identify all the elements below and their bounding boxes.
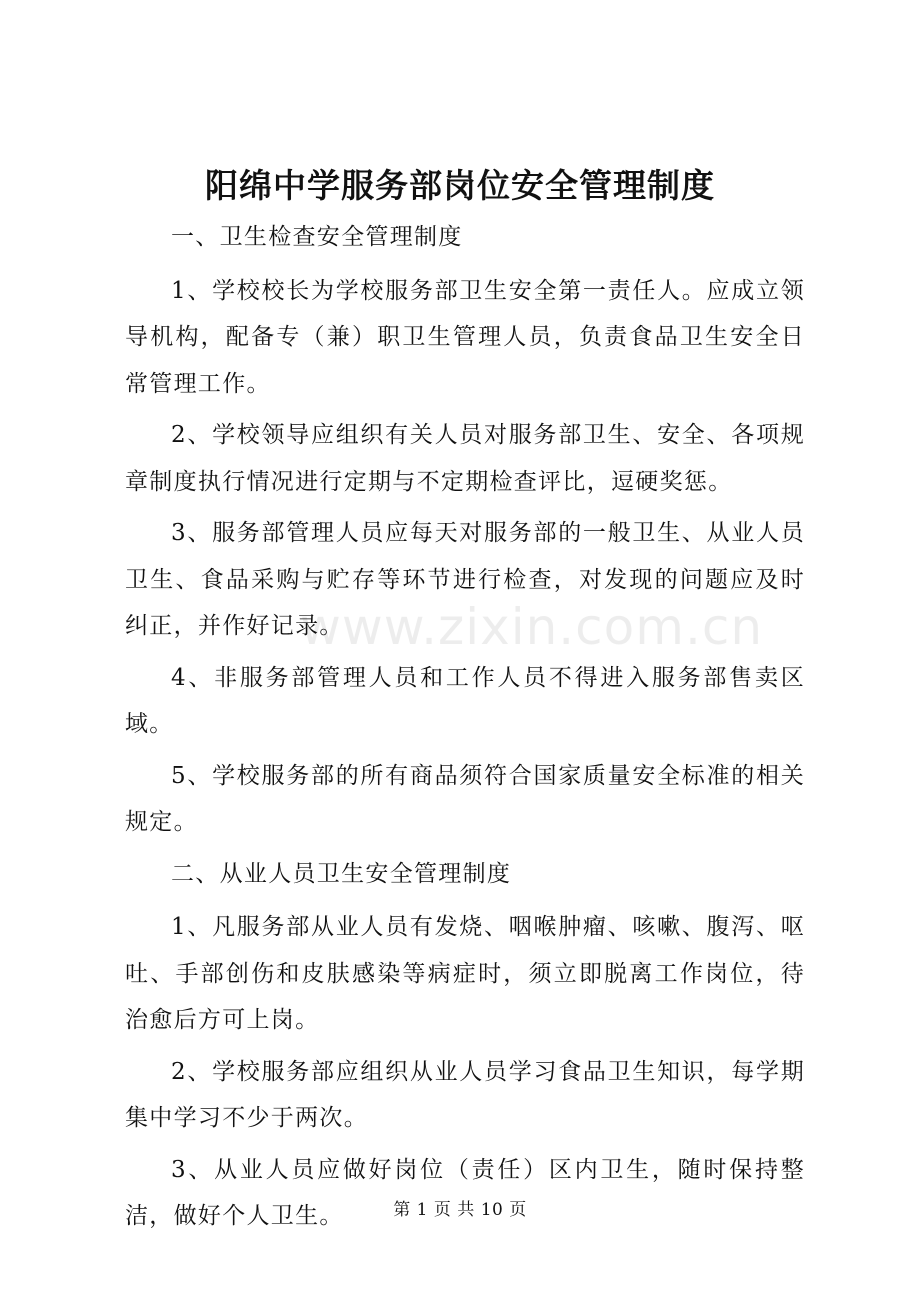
watermark-text: www.zixin.com.cn [300, 598, 764, 656]
document-body [125, 214, 805, 1245]
paragraph-1-5: 5、学校服务部的所有商品须符合国家质量安全标准的相关规定。 [125, 762, 805, 835]
paragraph-1-1: 1、学校校长为学校服务部卫生安全第一责任人。应成立领导机构，配备专（兼）职卫生管理人员，负责食品卫生安全日常管理工作。 [125, 277, 805, 397]
page-number-footer: 第 1 页 共 10 页 [393, 1200, 527, 1220]
section-heading-1: 一、卫生检查安全管理制度 [171, 224, 463, 250]
paragraph-2-1: 1、凡服务部从业人员有发烧、咽喉肿瘤、咳嗽、腹泻、呕吐、手部创伤和皮肤感染等病症时，须立即脱离工作岗位，待治愈后方可上岗。 [125, 914, 805, 1033]
paragraph-2-3: 3、从业人员应做好岗位（责任）区内卫生，随时保持整洁，做好个人卫生。 [125, 1156, 805, 1229]
paragraph-1-3: 3、服务部管理人员应每天对服务部的一般卫生、从业人员卫生、食品采购与贮存等环节进行检查，对发现的问题应及时纠正，并作好记录。 [125, 520, 805, 639]
document-title: 阳绵中学服务部岗位安全管理制度 [205, 166, 715, 205]
paragraph-1-2: 2、学校领导应组织有关人员对服务部卫生、安全、各项规章制度执行情况进行定期与不定期检查评比，逗硬奖惩。 [125, 422, 805, 495]
paragraph-1-4: 4、非服务部管理人员和工作人员不得进入服务部售卖区域。 [125, 664, 805, 737]
section-heading-2: 二、从业人员卫生安全管理制度 [171, 860, 512, 887]
paragraph-2-2: 2、学校服务部应组织从业人员学习食品卫生知识，每学期集中学习不少于两次。 [125, 1058, 805, 1131]
